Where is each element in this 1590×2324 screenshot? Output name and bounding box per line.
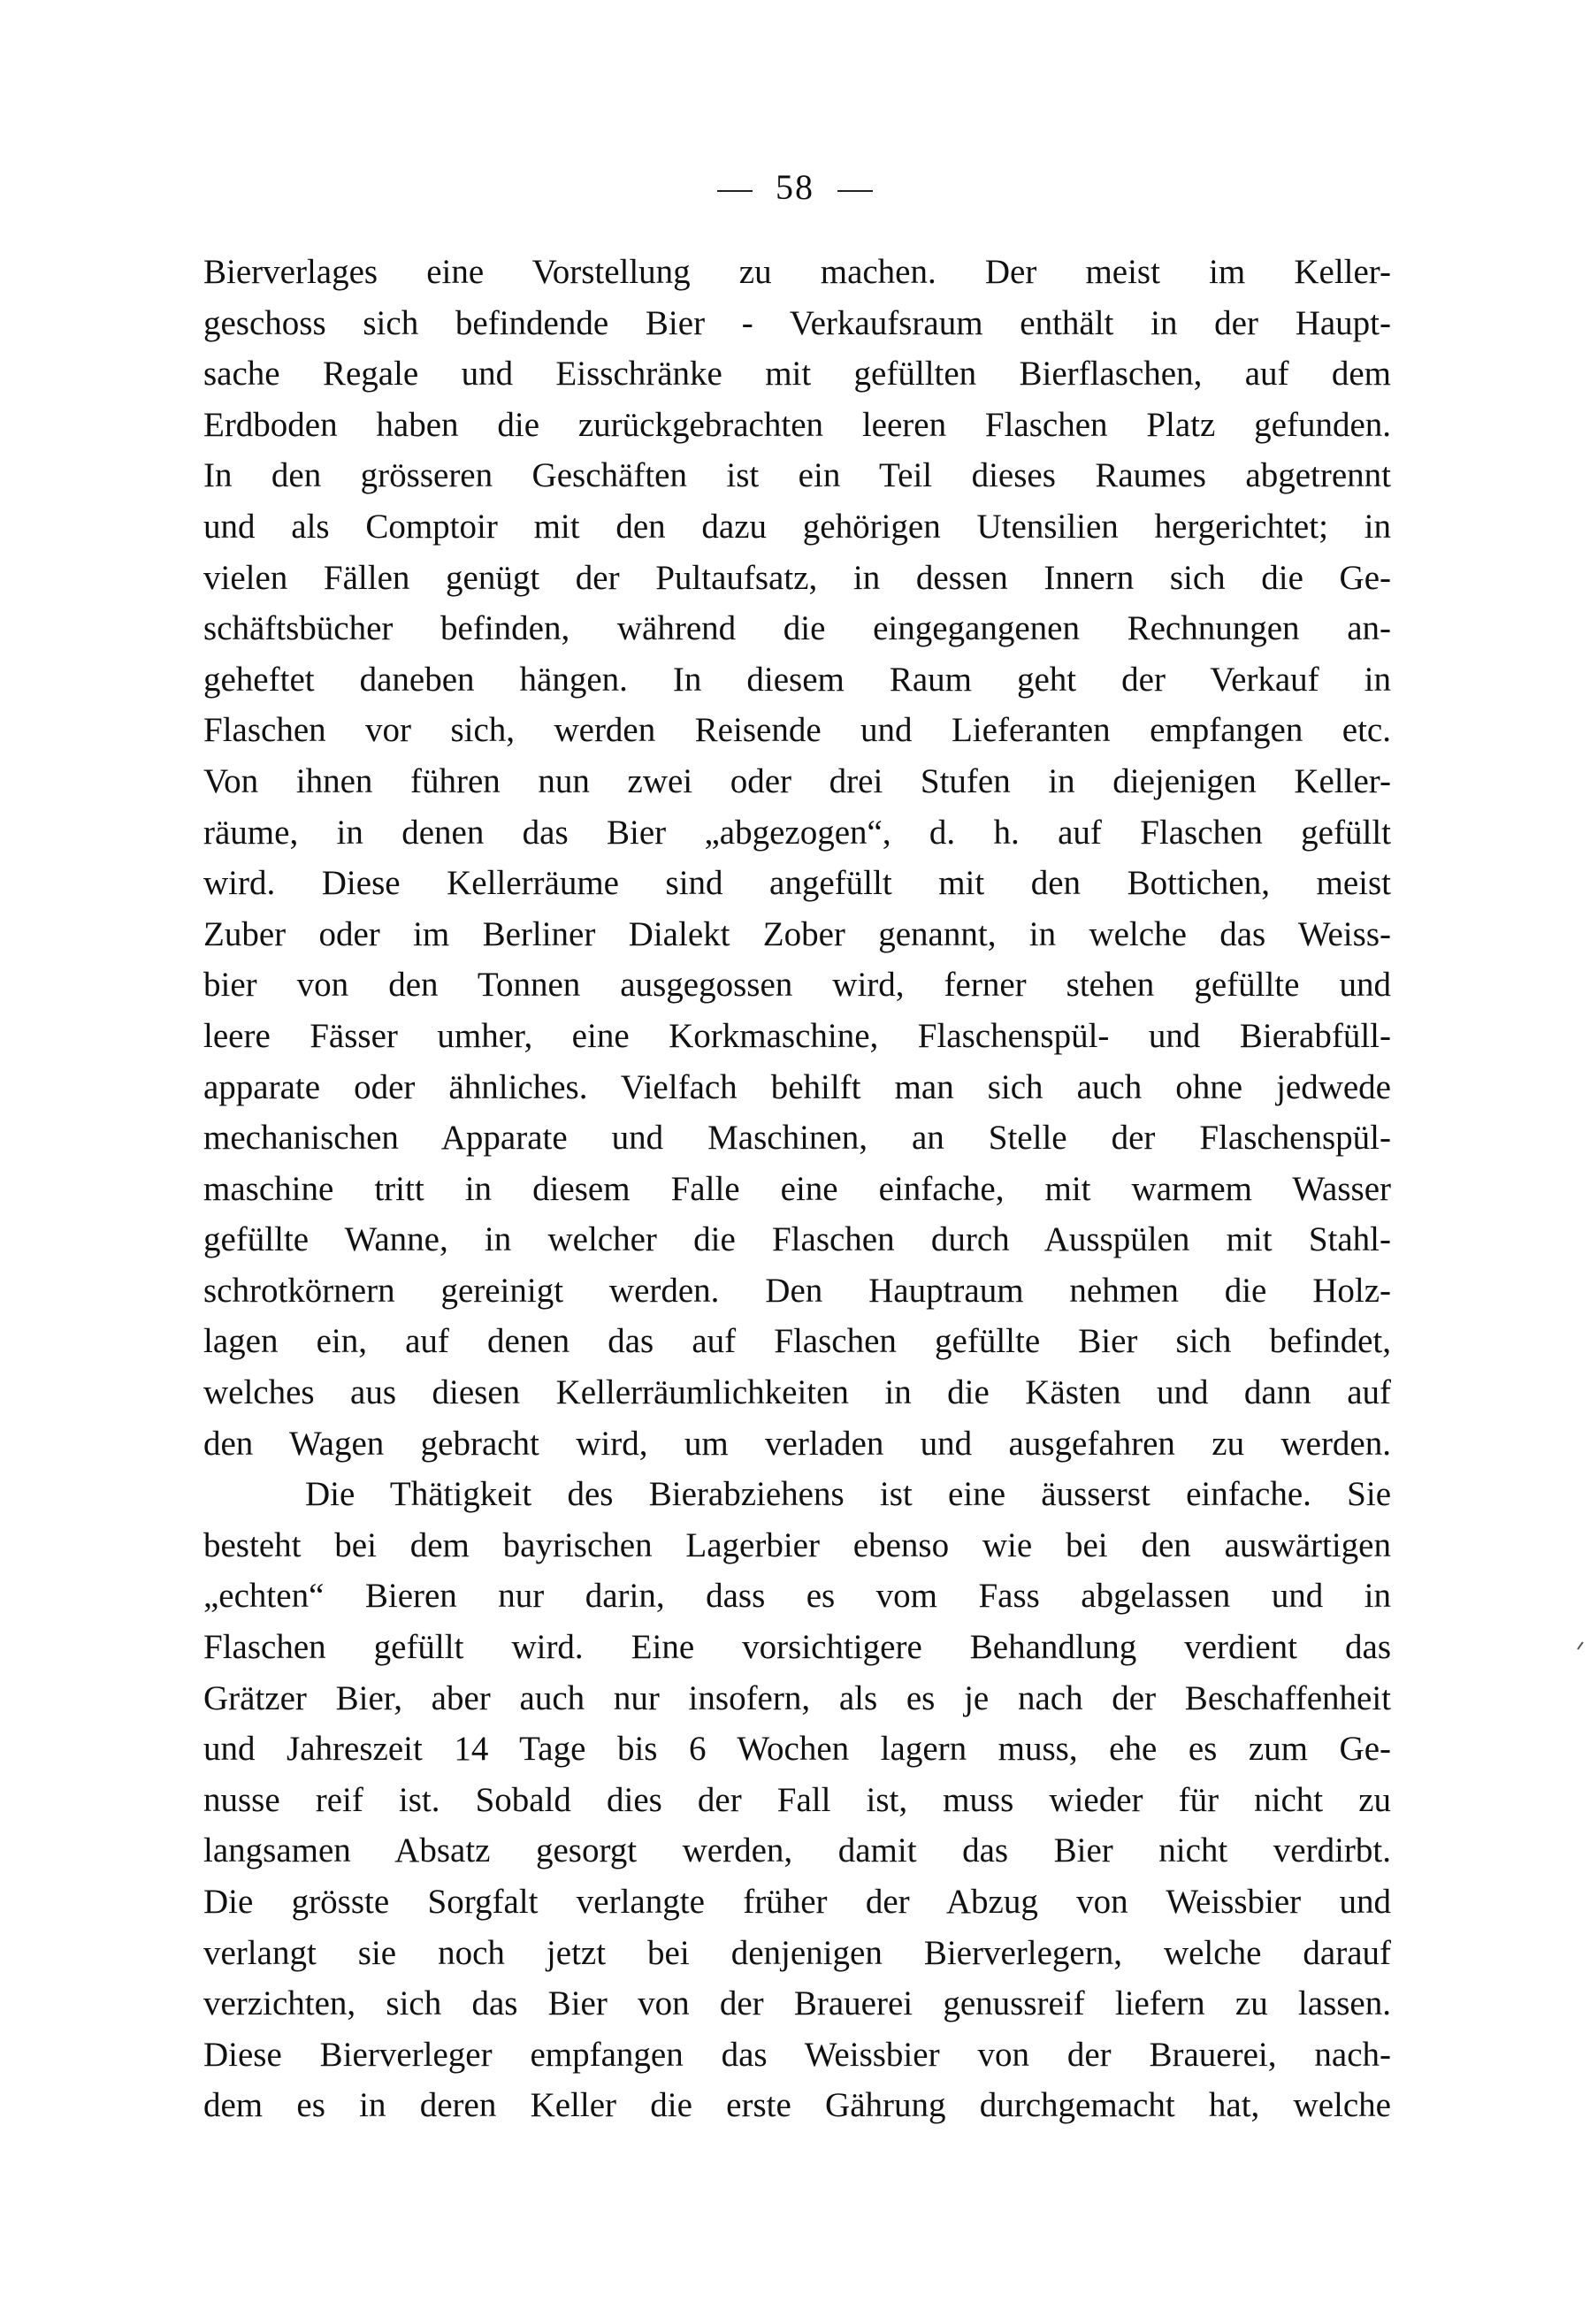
page-number-text: 58 [776,167,814,207]
body-text [203,247,1391,2131]
text-line: verlangt sie noch jetzt bei denjenigen Bierverlegern, welche darauf [203,1933,1391,1972]
text-line: Bierverlages eine Vorstellung zu machen. Der meist im Keller- [203,253,1391,291]
text-line: dem es in deren Keller die erste Gährung durchgemacht hat, welche [203,2086,1391,2125]
text-line: verzichten, sich das Bier von der Brauerei genussreif liefern zu lassen. [203,1984,1391,2023]
text-line: welches aus diesen Kellerräumlichkeiten in die Kästen und dann auf [203,1373,1391,1412]
text-line: schäftsbücher befinden, während die eingegangenen Rechnungen an- [203,609,1391,648]
text-line: leere Fässer umher, eine Korkmaschine, Flaschenspül- und Bierabfüll- [203,1016,1391,1055]
text-line: Grätzer Bier, aber auch nur insofern, als es je nach der Beschaffenheit [203,1678,1391,1717]
text-line: vielen Fällen genügt der Pultaufsatz, in dessen Innern sich die Ge- [203,558,1391,597]
text-line: räume, in denen das Bier „abgezogen“, d. h. auf Flaschen gefüllt [203,813,1391,852]
text-line: „echten“ Bieren nur darin, dass es vom Fass abgelassen und in [203,1577,1391,1616]
text-line: Die grösste Sorgfalt verlangte früher der Abzug von Weissbier und [203,1883,1391,1921]
page-number [0,166,1590,208]
text-line: und Jahreszeit 14 Tage bis 6 Wochen lagern muss, ehe es zum Ge- [203,1730,1391,1769]
text-line: geheftet daneben hängen. In diesem Raum geht der Verkauf in [203,660,1391,699]
text-line: Erdboden haben die zurückgebrachten leeren Flaschen Platz gefunden. [203,405,1391,444]
text-line: apparate oder ähnliches. Vielfach behilft man sich auch ohne jedwede [203,1067,1391,1106]
text-line: langsamen Absatz gesorgt werden, damit das Bier nicht verdirbt. [203,1831,1391,1870]
text-line: Die Thätigkeit des Bierabziehens ist eine äusserst einfache. Sie [305,1475,1391,1514]
text-line: besteht bei dem bayrischen Lagerbier ebenso wie bei den auswärtigen [203,1525,1391,1564]
text-line: Von ihnen führen nun zwei oder drei Stufen in diejenigen Keller- [203,761,1391,800]
text-line: gefüllte Wanne, in welcher die Flaschen durch Ausspülen mit Stahl- [203,1220,1391,1259]
scan-mark [1577,1641,1583,1649]
text-line: bier von den Tonnen ausgegossen wird, ferner stehen gefüllte und [203,966,1391,1005]
text-line: schrotkörnern gereinigt werden. Den Hauptraum nehmen die Holz- [203,1271,1391,1310]
text-line: Diese Bierverleger empfangen das Weissbier von der Brauerei, nach- [203,2035,1391,2074]
text-line: Flaschen vor sich, werden Reisende und Lieferanten empfangen etc. [203,711,1391,750]
paragraph [203,247,1391,1469]
text-line: Zuber oder im Berliner Dialekt Zober genannt, in welche das Weiss- [203,914,1391,953]
dash-right [837,190,873,192]
text-line: geschoss sich befindende Bier - Verkaufsraum enthält in der Haupt- [203,303,1391,342]
text-line: wird. Diese Kellerräume sind angefüllt mit den Bottichen, meist [203,864,1391,903]
paragraph [203,1469,1391,2131]
text-line: sache Regale und Eisschränke mit gefüllten Bierflaschen, auf dem [203,355,1391,394]
dash-left [717,190,753,192]
text-line: den Wagen gebracht wird, um verladen und ausgefahren zu werden. [203,1424,1391,1463]
text-line: Flaschen gefüllt wird. Eine vorsichtigere Behandlung verdient das [203,1628,1391,1667]
text-line: mechanischen Apparate und Maschinen, an Stelle der Flaschenspül- [203,1119,1391,1158]
text-line: In den grösseren Geschäften ist ein Teil dieses Raumes abgetrennt [203,456,1391,495]
text-line: und als Comptoir mit den dazu gehörigen Utensilien hergerichtet; in [203,507,1391,546]
text-line: lagen ein, auf denen das auf Flaschen gefüllte Bier sich befindet, [203,1322,1391,1361]
text-line: maschine tritt in diesem Falle eine einfache, mit warmem Wasser [203,1169,1391,1208]
text-line: nusse reif ist. Sobald dies der Fall ist, muss wieder für nicht zu [203,1780,1391,1819]
